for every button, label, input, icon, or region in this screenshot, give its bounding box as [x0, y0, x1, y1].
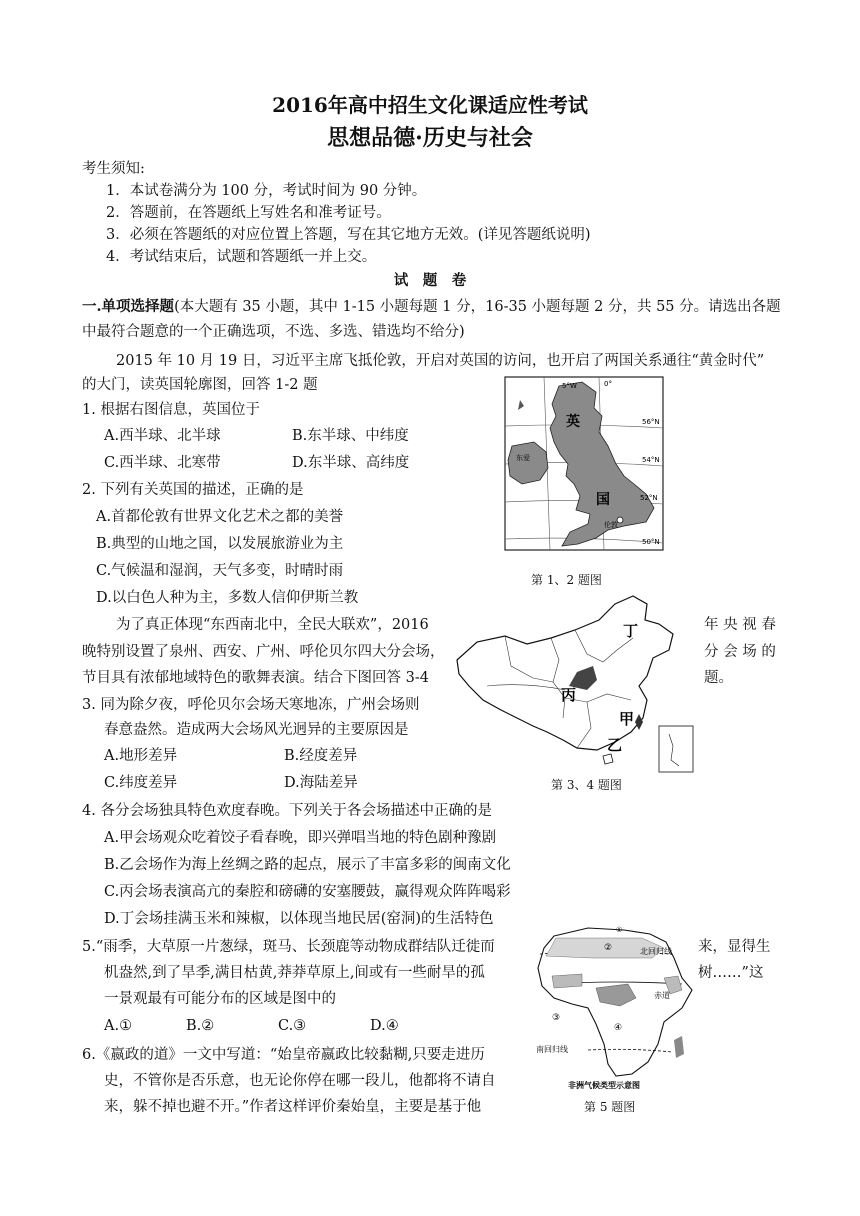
notice-item-4: 4．考试结束后，试题和答题纸一并上交。: [106, 249, 377, 265]
q5-option-b: B.②: [186, 1018, 215, 1034]
passage2-line1-left: 为了真正体现“东西南北中，全民大联欢”，2016: [116, 617, 429, 633]
lon-0-label: 0°: [604, 380, 612, 388]
q2-option-c: C.气候温和湿润，天气多变，时晴时雨: [96, 563, 344, 579]
q5-option-a: A.①: [104, 1018, 133, 1034]
passage2-line1-right: 年 央 视 春: [704, 617, 776, 633]
china-label-ding: 丁: [623, 622, 639, 640]
q1-option-c: C.西半球、北寒带: [104, 455, 221, 471]
q5-line1-left: 5.“雨季，大草原一片葱绿，斑马、长颈鹿等动物成群结队迁徙而: [82, 939, 495, 955]
q4-stem: 4. 各分会场独具特色欢度春晚。下列关于各会场描述中正确的是: [82, 803, 492, 819]
africa-north-tropic: 北回归线: [640, 947, 672, 956]
notice-item-1: 1．本试卷满分为 100 分，考试时间为 90 分钟。: [106, 183, 427, 199]
china-label-bing: 丙: [561, 686, 577, 704]
q2-stem: 2. 下列有关英国的描述，正确的是: [82, 482, 304, 498]
q5-option-c: C.③: [278, 1018, 307, 1034]
part1-instructions: [82, 298, 781, 316]
q4-option-d: D.丁会场挂满玉米和辣椒，以体现当地民居(窑洞)的生活特色: [104, 911, 494, 927]
q6-line1: 6.《嬴政的道》一文中写道：“始皇帝嬴政比较黏糊,只要走进历: [82, 1047, 485, 1063]
q1-option-a: A.西半球、北半球: [104, 428, 221, 444]
q2-option-a: A.首都伦敦有世界文化艺术之都的美誉: [96, 509, 344, 525]
china-map-figure: [447, 590, 697, 775]
africa-m4: ④: [614, 1023, 623, 1033]
q3-option-b: B.经度差异: [284, 748, 358, 764]
uk-label-ireland: 东爱: [516, 454, 530, 462]
passage2-line3-left: 节目具有浓郁地域特色的歌舞表演。结合下图回答 3-4: [82, 670, 429, 686]
lat-54-label: 54°N: [642, 456, 660, 464]
lat-52-label: 52°N: [640, 494, 658, 502]
part1-heading: 一.单项选择题: [82, 298, 175, 315]
lon-5w-label: 5°W: [562, 382, 577, 390]
q3-stem-line2: 春意盎然。造成两大会场风光迥异的主要原因是: [104, 722, 409, 738]
part1-instr-line2: 中最符合题意的一个正确选项，不选、多选、错选均不给分): [82, 324, 465, 340]
china-label-yi: 乙: [607, 736, 623, 754]
q3-option-c: C.纬度差异: [104, 775, 178, 791]
q3-stem-line1: 3. 同为除夕夜，呼伦贝尔会场天寒地冻，广州会场则: [82, 697, 420, 713]
q2-option-b: B.典型的山地之国，以发展旅游业为主: [96, 536, 344, 552]
passage1-line2: 的大门，读英国轮廓图，回答 1-2 题: [82, 377, 318, 393]
africa-map: [532, 924, 696, 1096]
uk-map: [504, 376, 664, 551]
passage2-line2-right: 分 会 场 的: [704, 644, 776, 660]
africa-m1: ①: [616, 926, 623, 934]
africa-m2: ②: [604, 943, 613, 953]
q2-option-d: D.以白色人种为主，多数人信仰伊斯兰教: [96, 590, 359, 606]
q1-stem: 1. 根据右图信息，英国位于: [82, 402, 260, 418]
africa-m3: ③: [552, 1013, 561, 1023]
q3-option-a: A.地形差异: [104, 748, 178, 764]
china-label-jia: 甲: [619, 710, 635, 728]
lat-56-label: 56°N: [642, 418, 660, 426]
fig34-caption: 第 3、4 题图: [551, 778, 622, 792]
q5-line2-right: 树……”这: [698, 965, 764, 981]
africa-equator: 赤道: [654, 991, 670, 1000]
notice-item-2: 2．答题前，在答题纸上写姓名和准考证号。: [106, 205, 391, 221]
notice-heading: 考生须知:: [82, 161, 145, 177]
q5-option-d: D.④: [370, 1018, 399, 1034]
uk-label-london: 伦敦: [604, 521, 618, 529]
uk-label-ying: 英: [566, 414, 580, 430]
lat-50-label: 50°N: [642, 538, 660, 546]
africa-map-figure: [532, 924, 696, 1096]
exam-subject: 思想品德·历史与社会: [327, 125, 533, 151]
q6-line2: 史，不管你是否乐意，也无论你停在哪一段儿，他都将不请自: [104, 1073, 496, 1089]
q3-option-d: D.海陆差异: [284, 775, 358, 791]
q4-option-b: B.乙会场作为海上丝绸之路的起点，展示了丰富多彩的闽南文化: [104, 857, 511, 873]
china-map: [447, 590, 697, 775]
passage1-line1: 2015 年 10 月 19 日，习近平主席飞抵伦敦，开启对英国的访问，也开启了两国关系通往“黄金时代”: [116, 353, 765, 369]
passage2-line2-left: 晚特别设置了泉州、西安、广州、呼伦贝尔四大分会场，: [82, 644, 445, 660]
q1-option-d: D.东半球、高纬度: [292, 455, 410, 471]
africa-map-title: 非洲气候类型示意图: [568, 1081, 640, 1090]
fig12-caption: 第 1、2 题图: [531, 573, 602, 587]
q5-line3: 一景观最有可能分布的区域是图中的: [104, 991, 336, 1007]
part1-instr-line1: (本大题有 35 小题，其中 1-15 小题每题 1 分，16-35 小题每题 2 分，共 55 分。请选出各题: [174, 299, 781, 315]
fig5-caption: 第 5 题图: [584, 1100, 636, 1114]
q6-line3: 来，躲不掉也避不开。”作者这样评价秦始皇，主要是基于他: [104, 1099, 482, 1115]
q4-option-a: A.甲会场观众吃着饺子看春晚，即兴弹唱当地的特色剧种豫剧: [104, 830, 497, 846]
africa-south-tropic: 南回归线: [536, 1045, 568, 1054]
q5-line2-left: 机盎然,到了旱季,满目枯黄,莽莽草原上,间或有一些耐旱的孤: [104, 965, 485, 981]
uk-label-guo: 国: [596, 492, 610, 508]
q4-option-c: C.丙会场表演高亢的秦腔和磅礴的安塞腰鼓，赢得观众阵阵喝彩: [104, 884, 511, 900]
section-title: 试 题 卷: [393, 272, 467, 289]
exam-title: 2016年高中招生文化课适应性考试: [272, 93, 588, 117]
notice-item-3: 3．必须在答题纸的对应位置上答题，写在其它地方无效。(详见答题纸说明): [106, 227, 591, 243]
passage2-line3-right: 题。: [704, 670, 733, 686]
uk-map-figure: [504, 376, 664, 551]
q1-option-b: B.东半球、中纬度: [292, 428, 409, 444]
q5-line1-right: 来，显得生: [698, 939, 771, 955]
